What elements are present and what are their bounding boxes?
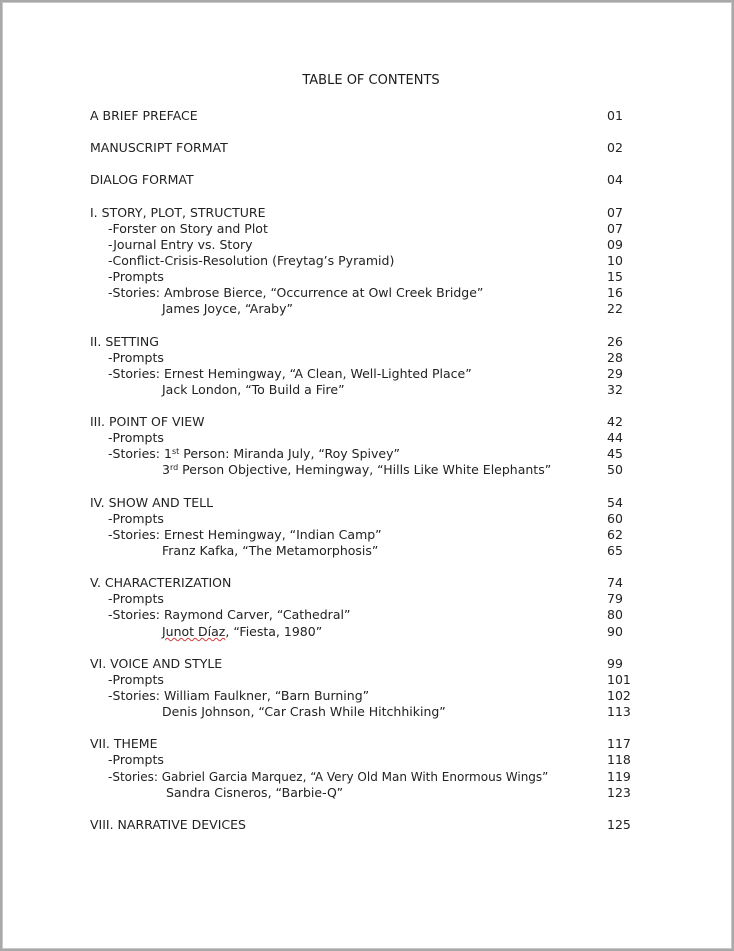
toc-entry-text: -Journal Entry vs. Story — [108, 237, 253, 252]
toc-entry-text: III. POINT OF VIEW — [90, 414, 205, 429]
toc-entry-page: 01 — [607, 108, 623, 123]
toc-entry-text: -Conflict-Crisis-Resolution (Freytag’s Pyramid) — [108, 253, 395, 268]
toc-entry-page: 28 — [607, 350, 623, 365]
toc-entry-text: -Stories: Ernest Hemingway, “A Clean, Well-Lighted Place” — [108, 366, 472, 381]
toc-entry-text: -Stories: Ambrose Bierce, “Occurrence at Owl Creek Bridge” — [108, 285, 484, 300]
toc-entry-page: 29 — [607, 366, 623, 381]
toc-entry-text: V. CHARACTERIZATION — [90, 575, 232, 590]
toc-entry-text: II. SETTING — [90, 334, 159, 349]
toc-entry-text: MANUSCRIPT FORMAT — [90, 140, 228, 155]
toc-entry-page: 102 — [607, 688, 631, 703]
toc-entry-text: VI. VOICE AND STYLE — [90, 656, 223, 671]
toc-entry-page: 119 — [607, 769, 631, 784]
toc-entry-page: 62 — [607, 527, 623, 542]
toc-entry-page: 80 — [607, 607, 623, 622]
toc-entry-page: 16 — [607, 285, 623, 300]
toc-entry-text: Franz Kafka, “The Metamorphosis” — [162, 543, 379, 558]
toc-entry-page: 09 — [607, 237, 623, 252]
toc-entry-text: -Prompts — [108, 511, 164, 526]
toc-entry-text: DIALOG FORMAT — [90, 172, 194, 187]
toc-entry-page: 74 — [607, 575, 623, 590]
toc-entry-text: IV. SHOW AND TELL — [90, 495, 214, 510]
toc-entry-text: VIII. NARRATIVE DEVICES — [90, 817, 246, 832]
toc-entry-text: VII. THEME — [90, 736, 158, 751]
toc-entry-text: Junot Díaz, “Fiesta, 1980” — [162, 624, 323, 639]
toc-entry-page: 125 — [607, 817, 631, 832]
toc-entry-page: 113 — [607, 704, 631, 719]
toc-entry-text: A BRIEF PREFACE — [90, 108, 198, 123]
toc-entry-page: 10 — [607, 253, 623, 268]
toc-entry-page: 32 — [607, 382, 623, 397]
toc-entry-page: 79 — [607, 591, 623, 606]
spellcheck-underlined-word: Junot Díaz — [162, 624, 226, 639]
document-page — [2, 2, 732, 949]
toc-title: TABLE OF CONTENTS — [302, 73, 440, 88]
toc-entry-text: -Stories: Ernest Hemingway, “Indian Camp” — [108, 527, 382, 542]
toc-entry-page: 54 — [607, 495, 623, 510]
toc-entry-text: -Stories: 1st Person: Miranda July, “Roy Spivey” — [108, 446, 400, 461]
toc-entry-text: Denis Johnson, “Car Crash While Hitchhiking” — [162, 704, 446, 719]
toc-entry-text: -Prompts — [108, 672, 164, 687]
toc-entry-text: -Forster on Story and Plot — [108, 221, 268, 236]
toc-entry-page: 44 — [607, 430, 623, 445]
toc-entry-page: 50 — [607, 462, 623, 477]
toc-entry-text: -Stories: Gabriel Garcia Marquez, “A Very Old Man With Enormous Wings” — [108, 770, 549, 784]
toc-entry-page: 101 — [607, 672, 631, 687]
toc-entry-page: 04 — [607, 172, 623, 187]
toc-entry-text: -Prompts — [108, 591, 164, 606]
toc-entry-text: -Stories: William Faulkner, “Barn Burning” — [108, 688, 370, 703]
toc-entry-page: 65 — [607, 543, 623, 558]
toc-entry-text: 3rd Person Objective, Hemingway, “Hills Like White Elephants” — [162, 462, 552, 477]
toc-entry-page: 02 — [607, 140, 623, 155]
toc-entry-page: 90 — [607, 624, 623, 639]
toc-entry-page: 26 — [607, 334, 623, 349]
toc-entry-page: 60 — [607, 511, 623, 526]
toc-entry-page: 07 — [607, 221, 623, 236]
toc-entry-text: -Stories: Raymond Carver, “Cathedral” — [108, 607, 351, 622]
toc-entry-page: 07 — [607, 205, 623, 220]
toc-entry-text: Sandra Cisneros, “Barbie-Q” — [166, 785, 344, 800]
toc-entry-text: I. STORY, PLOT, STRUCTURE — [90, 205, 266, 220]
toc-entry-text: James Joyce, “Araby” — [162, 301, 293, 316]
toc-entry-page: 22 — [607, 301, 623, 316]
toc-entry-page: 117 — [607, 736, 631, 751]
toc-entry-page: 123 — [607, 785, 631, 800]
toc-entry-page: 42 — [607, 414, 623, 429]
toc-entry-text: -Prompts — [108, 350, 164, 365]
toc-entry-text: -Prompts — [108, 752, 164, 767]
toc-entry-text: -Prompts — [108, 430, 164, 445]
toc-entry-text: -Prompts — [108, 269, 164, 284]
toc-entry-page: 45 — [607, 446, 623, 461]
toc-entry-page: 15 — [607, 269, 623, 284]
toc-entry-text: Jack London, “To Build a Fire” — [162, 382, 345, 397]
toc-entry-page: 99 — [607, 656, 623, 671]
toc-entry-page: 118 — [607, 752, 631, 767]
